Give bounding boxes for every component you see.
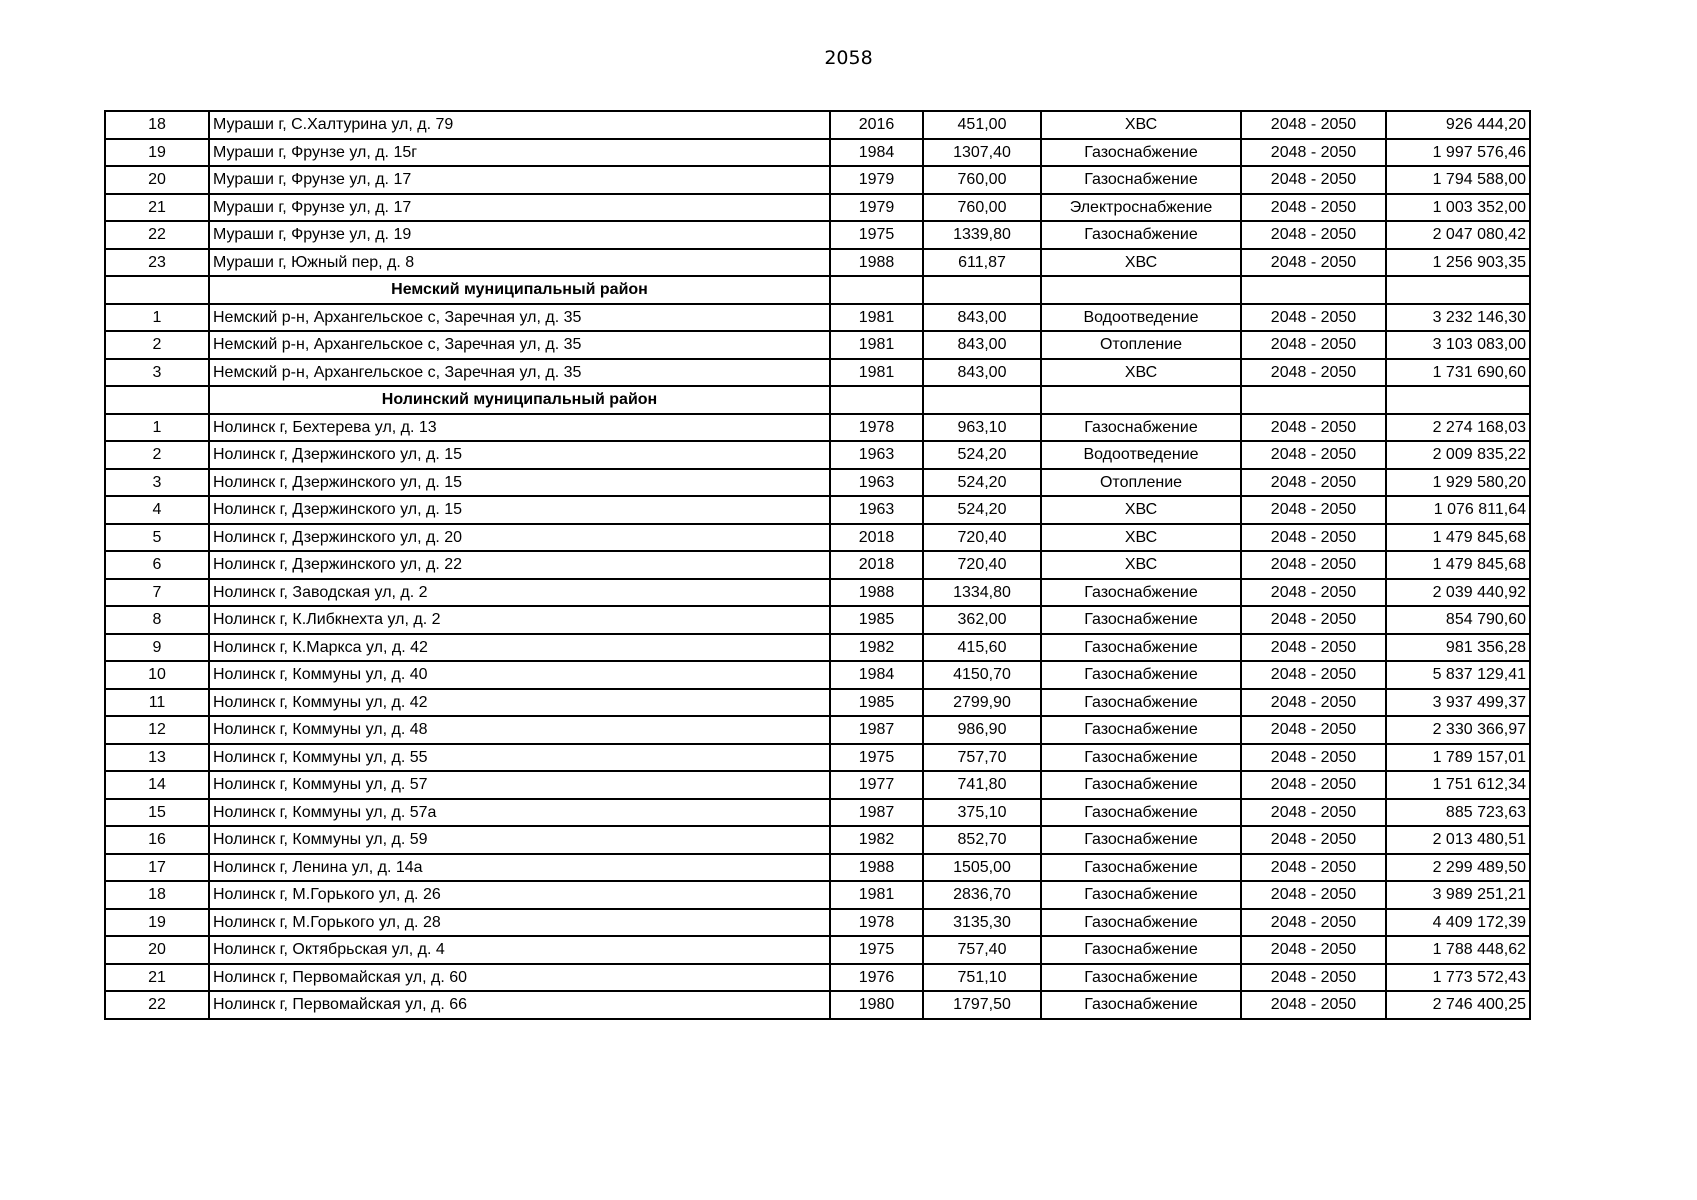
work-type-cell: Газоснабжение	[1041, 881, 1241, 909]
table-row	[105, 991, 1530, 1019]
area-cell: 760,00	[923, 166, 1041, 194]
year-cell: 1982	[830, 634, 923, 662]
empty-cell	[105, 386, 209, 414]
year-cell: 1981	[830, 359, 923, 387]
row-number-cell: 3	[105, 359, 209, 387]
row-number-cell: 20	[105, 936, 209, 964]
period-cell: 2048 - 2050	[1241, 881, 1386, 909]
row-number-cell: 11	[105, 689, 209, 717]
table-row	[105, 826, 1530, 854]
year-cell: 1978	[830, 909, 923, 937]
cost-cell: 981 356,28	[1386, 634, 1530, 662]
area-cell: 1505,00	[923, 854, 1041, 882]
area-cell: 963,10	[923, 414, 1041, 442]
period-cell: 2048 - 2050	[1241, 661, 1386, 689]
work-type-cell: Отопление	[1041, 331, 1241, 359]
year-cell: 2018	[830, 524, 923, 552]
period-cell: 2048 - 2050	[1241, 606, 1386, 634]
table-row	[105, 936, 1530, 964]
address-cell: Нолинск г, Коммуны ул, д. 59	[209, 826, 830, 854]
table-row	[105, 744, 1530, 772]
year-cell: 1988	[830, 249, 923, 277]
year-cell: 1975	[830, 221, 923, 249]
row-number-cell: 9	[105, 634, 209, 662]
row-number-cell: 2	[105, 441, 209, 469]
table-row	[105, 139, 1530, 167]
row-number-cell: 1	[105, 304, 209, 332]
row-number-cell: 22	[105, 991, 209, 1019]
period-cell: 2048 - 2050	[1241, 936, 1386, 964]
work-type-cell: Газоснабжение	[1041, 166, 1241, 194]
work-type-cell: Водоотведение	[1041, 304, 1241, 332]
row-number-cell: 19	[105, 139, 209, 167]
work-type-cell: Газоснабжение	[1041, 854, 1241, 882]
area-cell: 3135,30	[923, 909, 1041, 937]
year-cell: 1988	[830, 579, 923, 607]
row-number-cell: 10	[105, 661, 209, 689]
row-number-cell: 14	[105, 771, 209, 799]
row-number-cell: 2	[105, 331, 209, 359]
repair-schedule-table	[104, 110, 1531, 1020]
work-type-cell: Газоснабжение	[1041, 991, 1241, 1019]
area-cell: 720,40	[923, 524, 1041, 552]
area-cell: 451,00	[923, 111, 1041, 139]
table-row	[105, 414, 1530, 442]
cost-cell: 1 929 580,20	[1386, 469, 1530, 497]
area-cell: 986,90	[923, 716, 1041, 744]
year-cell: 2016	[830, 111, 923, 139]
year-cell: 1987	[830, 799, 923, 827]
empty-cell	[1241, 276, 1386, 304]
work-type-cell: Газоснабжение	[1041, 606, 1241, 634]
cost-cell: 1 794 588,00	[1386, 166, 1530, 194]
period-cell: 2048 - 2050	[1241, 854, 1386, 882]
table-row	[105, 689, 1530, 717]
address-cell: Нолинск г, Коммуны ул, д. 57	[209, 771, 830, 799]
address-cell: Немский р-н, Архангельское с, Заречная ул, д. 35	[209, 304, 830, 332]
table-row	[105, 606, 1530, 634]
row-number-cell: 12	[105, 716, 209, 744]
area-cell: 843,00	[923, 359, 1041, 387]
table-row	[105, 661, 1530, 689]
table-row	[105, 304, 1530, 332]
year-cell: 1985	[830, 689, 923, 717]
empty-cell	[1041, 276, 1241, 304]
cost-cell: 1 731 690,60	[1386, 359, 1530, 387]
year-cell: 1988	[830, 854, 923, 882]
row-number-cell: 16	[105, 826, 209, 854]
table-row	[105, 166, 1530, 194]
area-cell: 611,87	[923, 249, 1041, 277]
table-row	[105, 964, 1530, 992]
empty-cell	[830, 386, 923, 414]
row-number-cell: 22	[105, 221, 209, 249]
work-type-cell: Газоснабжение	[1041, 716, 1241, 744]
district-name: Нолинский муниципальный район	[209, 386, 830, 414]
address-cell: Мураши г, Фрунзе ул, д. 17	[209, 194, 830, 222]
work-type-cell: ХВС	[1041, 496, 1241, 524]
cost-cell: 2 274 168,03	[1386, 414, 1530, 442]
address-cell: Нолинск г, Дзержинского ул, д. 20	[209, 524, 830, 552]
work-type-cell: Газоснабжение	[1041, 139, 1241, 167]
work-type-cell: Газоснабжение	[1041, 826, 1241, 854]
row-number-cell: 5	[105, 524, 209, 552]
cost-cell: 1 479 845,68	[1386, 551, 1530, 579]
address-cell: Мураши г, Южный пер, д. 8	[209, 249, 830, 277]
address-cell: Немский р-н, Архангельское с, Заречная ул, д. 35	[209, 359, 830, 387]
cost-cell: 2 299 489,50	[1386, 854, 1530, 882]
cost-cell: 926 444,20	[1386, 111, 1530, 139]
row-number-cell: 23	[105, 249, 209, 277]
area-cell: 751,10	[923, 964, 1041, 992]
area-cell: 760,00	[923, 194, 1041, 222]
period-cell: 2048 - 2050	[1241, 139, 1386, 167]
table-row	[105, 221, 1530, 249]
address-cell: Нолинск г, М.Горького ул, д. 26	[209, 881, 830, 909]
period-cell: 2048 - 2050	[1241, 909, 1386, 937]
address-cell: Нолинск г, Коммуны ул, д. 42	[209, 689, 830, 717]
table-row	[105, 634, 1530, 662]
area-cell: 1797,50	[923, 991, 1041, 1019]
work-type-cell: ХВС	[1041, 551, 1241, 579]
row-number-cell: 19	[105, 909, 209, 937]
period-cell: 2048 - 2050	[1241, 469, 1386, 497]
cost-cell: 5 837 129,41	[1386, 661, 1530, 689]
address-cell: Нолинск г, Коммуны ул, д. 55	[209, 744, 830, 772]
area-cell: 524,20	[923, 469, 1041, 497]
address-cell: Нолинск г, Дзержинского ул, д. 22	[209, 551, 830, 579]
empty-cell	[105, 276, 209, 304]
address-cell: Мураши г, Фрунзе ул, д. 17	[209, 166, 830, 194]
address-cell: Нолинск г, Коммуны ул, д. 48	[209, 716, 830, 744]
period-cell: 2048 - 2050	[1241, 634, 1386, 662]
empty-cell	[830, 276, 923, 304]
work-type-cell: Газоснабжение	[1041, 579, 1241, 607]
work-type-cell: Газоснабжение	[1041, 634, 1241, 662]
cost-cell: 3 232 146,30	[1386, 304, 1530, 332]
period-cell: 2048 - 2050	[1241, 496, 1386, 524]
area-cell: 1334,80	[923, 579, 1041, 607]
area-cell: 843,00	[923, 331, 1041, 359]
address-cell: Нолинск г, Заводская ул, д. 2	[209, 579, 830, 607]
period-cell: 2048 - 2050	[1241, 249, 1386, 277]
year-cell: 1979	[830, 166, 923, 194]
period-cell: 2048 - 2050	[1241, 359, 1386, 387]
cost-cell: 1 003 352,00	[1386, 194, 1530, 222]
cost-cell: 885 723,63	[1386, 799, 1530, 827]
year-cell: 1981	[830, 304, 923, 332]
empty-cell	[1386, 276, 1530, 304]
year-cell: 1975	[830, 936, 923, 964]
cost-cell: 1 997 576,46	[1386, 139, 1530, 167]
work-type-cell: Газоснабжение	[1041, 936, 1241, 964]
area-cell: 415,60	[923, 634, 1041, 662]
cost-cell: 3 937 499,37	[1386, 689, 1530, 717]
period-cell: 2048 - 2050	[1241, 111, 1386, 139]
row-number-cell: 8	[105, 606, 209, 634]
cost-cell: 1 256 903,35	[1386, 249, 1530, 277]
district-header-row	[105, 386, 1530, 414]
period-cell: 2048 - 2050	[1241, 221, 1386, 249]
period-cell: 2048 - 2050	[1241, 689, 1386, 717]
page-number: 2058	[824, 47, 873, 69]
work-type-cell: Газоснабжение	[1041, 661, 1241, 689]
period-cell: 2048 - 2050	[1241, 524, 1386, 552]
year-cell: 1985	[830, 606, 923, 634]
row-number-cell: 15	[105, 799, 209, 827]
table-row	[105, 716, 1530, 744]
work-type-cell: Водоотведение	[1041, 441, 1241, 469]
table-row	[105, 551, 1530, 579]
cost-cell: 3 103 083,00	[1386, 331, 1530, 359]
row-number-cell: 18	[105, 111, 209, 139]
row-number-cell: 13	[105, 744, 209, 772]
address-cell: Нолинск г, Дзержинского ул, д. 15	[209, 496, 830, 524]
address-cell: Нолинск г, М.Горького ул, д. 28	[209, 909, 830, 937]
cost-cell: 2 013 480,51	[1386, 826, 1530, 854]
year-cell: 1978	[830, 414, 923, 442]
year-cell: 1976	[830, 964, 923, 992]
address-cell: Нолинск г, Октябрьская ул, д. 4	[209, 936, 830, 964]
work-type-cell: Газоснабжение	[1041, 221, 1241, 249]
period-cell: 2048 - 2050	[1241, 991, 1386, 1019]
empty-cell	[1241, 386, 1386, 414]
period-cell: 2048 - 2050	[1241, 744, 1386, 772]
year-cell: 1963	[830, 496, 923, 524]
period-cell: 2048 - 2050	[1241, 441, 1386, 469]
year-cell: 1984	[830, 661, 923, 689]
period-cell: 2048 - 2050	[1241, 551, 1386, 579]
district-header-row	[105, 276, 1530, 304]
year-cell: 1981	[830, 331, 923, 359]
work-type-cell: ХВС	[1041, 111, 1241, 139]
work-type-cell: Газоснабжение	[1041, 799, 1241, 827]
cost-cell: 2 039 440,92	[1386, 579, 1530, 607]
period-cell: 2048 - 2050	[1241, 194, 1386, 222]
area-cell: 720,40	[923, 551, 1041, 579]
year-cell: 1975	[830, 744, 923, 772]
year-cell: 1981	[830, 881, 923, 909]
table-row	[105, 496, 1530, 524]
cost-cell: 1 479 845,68	[1386, 524, 1530, 552]
table-row	[105, 771, 1530, 799]
row-number-cell: 20	[105, 166, 209, 194]
period-cell: 2048 - 2050	[1241, 716, 1386, 744]
area-cell: 524,20	[923, 496, 1041, 524]
cost-cell: 1 788 448,62	[1386, 936, 1530, 964]
work-type-cell: Газоснабжение	[1041, 964, 1241, 992]
year-cell: 1987	[830, 716, 923, 744]
table-row	[105, 524, 1530, 552]
area-cell: 757,40	[923, 936, 1041, 964]
year-cell: 1984	[830, 139, 923, 167]
year-cell: 1979	[830, 194, 923, 222]
period-cell: 2048 - 2050	[1241, 331, 1386, 359]
area-cell: 1307,40	[923, 139, 1041, 167]
table-row	[105, 854, 1530, 882]
work-type-cell: Газоснабжение	[1041, 744, 1241, 772]
table-row	[105, 111, 1530, 139]
area-cell: 741,80	[923, 771, 1041, 799]
area-cell: 362,00	[923, 606, 1041, 634]
row-number-cell: 1	[105, 414, 209, 442]
work-type-cell: ХВС	[1041, 524, 1241, 552]
period-cell: 2048 - 2050	[1241, 799, 1386, 827]
work-type-cell: Газоснабжение	[1041, 771, 1241, 799]
year-cell: 1982	[830, 826, 923, 854]
area-cell: 843,00	[923, 304, 1041, 332]
address-cell: Немский р-н, Архангельское с, Заречная ул, д. 35	[209, 331, 830, 359]
table-row	[105, 249, 1530, 277]
cost-cell: 1 076 811,64	[1386, 496, 1530, 524]
address-cell: Нолинск г, К.Маркса ул, д. 42	[209, 634, 830, 662]
table-row	[105, 441, 1530, 469]
area-cell: 4150,70	[923, 661, 1041, 689]
address-cell: Нолинск г, Первомайская ул, д. 60	[209, 964, 830, 992]
address-cell: Нолинск г, Бехтерева ул, д. 13	[209, 414, 830, 442]
year-cell: 1980	[830, 991, 923, 1019]
work-type-cell: Газоснабжение	[1041, 689, 1241, 717]
table-row	[105, 881, 1530, 909]
row-number-cell: 18	[105, 881, 209, 909]
work-type-cell: Отопление	[1041, 469, 1241, 497]
period-cell: 2048 - 2050	[1241, 414, 1386, 442]
table-row	[105, 909, 1530, 937]
period-cell: 2048 - 2050	[1241, 771, 1386, 799]
empty-cell	[923, 276, 1041, 304]
address-cell: Нолинск г, Дзержинского ул, д. 15	[209, 441, 830, 469]
row-number-cell: 4	[105, 496, 209, 524]
period-cell: 2048 - 2050	[1241, 964, 1386, 992]
year-cell: 2018	[830, 551, 923, 579]
table-body	[105, 111, 1530, 1019]
area-cell: 1339,80	[923, 221, 1041, 249]
cost-cell: 1 773 572,43	[1386, 964, 1530, 992]
cost-cell: 3 989 251,21	[1386, 881, 1530, 909]
cost-cell: 2 047 080,42	[1386, 221, 1530, 249]
period-cell: 2048 - 2050	[1241, 304, 1386, 332]
area-cell: 852,70	[923, 826, 1041, 854]
table-row	[105, 194, 1530, 222]
table-row	[105, 331, 1530, 359]
work-type-cell: Газоснабжение	[1041, 909, 1241, 937]
address-cell: Нолинск г, Дзержинского ул, д. 15	[209, 469, 830, 497]
empty-cell	[1386, 386, 1530, 414]
work-type-cell: ХВС	[1041, 359, 1241, 387]
district-name: Немский муниципальный район	[209, 276, 830, 304]
area-cell: 2799,90	[923, 689, 1041, 717]
row-number-cell: 21	[105, 964, 209, 992]
cost-cell: 2 746 400,25	[1386, 991, 1530, 1019]
address-cell: Мураши г, Фрунзе ул, д. 15г	[209, 139, 830, 167]
period-cell: 2048 - 2050	[1241, 579, 1386, 607]
row-number-cell: 6	[105, 551, 209, 579]
cost-cell: 2 330 366,97	[1386, 716, 1530, 744]
cost-cell: 4 409 172,39	[1386, 909, 1530, 937]
work-type-cell: ХВС	[1041, 249, 1241, 277]
empty-cell	[923, 386, 1041, 414]
address-cell: Мураши г, С.Халтурина ул, д. 79	[209, 111, 830, 139]
year-cell: 1977	[830, 771, 923, 799]
work-type-cell: Газоснабжение	[1041, 414, 1241, 442]
address-cell: Нолинск г, К.Либкнехта ул, д. 2	[209, 606, 830, 634]
address-cell: Нолинск г, Коммуны ул, д. 40	[209, 661, 830, 689]
row-number-cell: 21	[105, 194, 209, 222]
row-number-cell: 17	[105, 854, 209, 882]
table-row	[105, 579, 1530, 607]
work-type-cell: Электроснабжение	[1041, 194, 1241, 222]
address-cell: Мураши г, Фрунзе ул, д. 19	[209, 221, 830, 249]
empty-cell	[1041, 386, 1241, 414]
row-number-cell: 3	[105, 469, 209, 497]
period-cell: 2048 - 2050	[1241, 166, 1386, 194]
address-cell: Нолинск г, Первомайская ул, д. 66	[209, 991, 830, 1019]
area-cell: 375,10	[923, 799, 1041, 827]
year-cell: 1963	[830, 469, 923, 497]
address-cell: Нолинск г, Коммуны ул, д. 57а	[209, 799, 830, 827]
address-cell: Нолинск г, Ленина ул, д. 14а	[209, 854, 830, 882]
table-row	[105, 469, 1530, 497]
period-cell: 2048 - 2050	[1241, 826, 1386, 854]
area-cell: 757,70	[923, 744, 1041, 772]
table-row	[105, 799, 1530, 827]
year-cell: 1963	[830, 441, 923, 469]
cost-cell: 1 789 157,01	[1386, 744, 1530, 772]
area-cell: 2836,70	[923, 881, 1041, 909]
area-cell: 524,20	[923, 441, 1041, 469]
table-row	[105, 359, 1530, 387]
row-number-cell: 7	[105, 579, 209, 607]
cost-cell: 2 009 835,22	[1386, 441, 1530, 469]
cost-cell: 854 790,60	[1386, 606, 1530, 634]
cost-cell: 1 751 612,34	[1386, 771, 1530, 799]
